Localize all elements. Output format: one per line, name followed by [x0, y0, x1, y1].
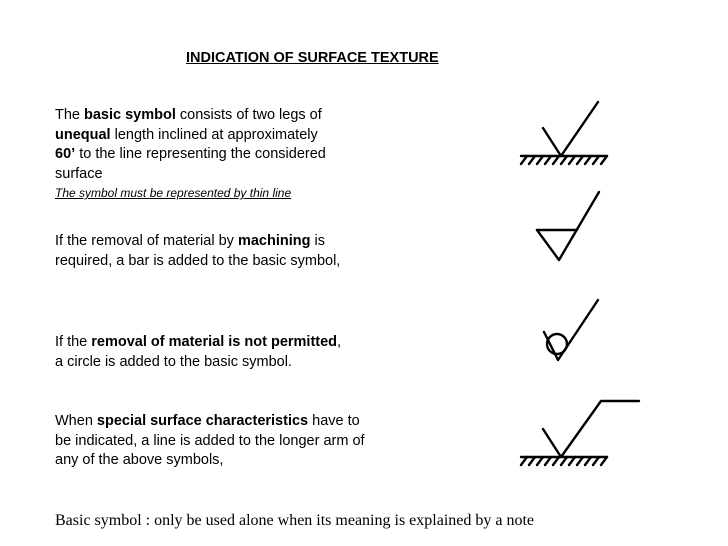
bold-text: basic symbol: [84, 107, 176, 123]
bold-text: unequal: [55, 126, 111, 143]
text: If the removal of material by: [55, 233, 238, 249]
text: a circle is added to the basic symbol.: [55, 353, 292, 370]
basic-symbol-description: [55, 106, 326, 204]
text: If the: [55, 334, 92, 350]
text: length inclined at approximately: [110, 126, 318, 143]
text: The: [55, 107, 85, 123]
bold-text: machining: [237, 233, 311, 249]
text: surface: [55, 165, 103, 182]
text: required, a bar is added to the basic symbol,: [55, 252, 341, 269]
text: When: [55, 413, 97, 429]
text: any of the above symbols,: [55, 452, 224, 468]
no-removal-symbol-icon: [530, 296, 620, 376]
text: is: [310, 233, 325, 249]
footer-note: Basic symbol : only be used alone when its meaning is explained by a note: [55, 512, 535, 529]
text: to the line representing the considered: [75, 146, 326, 162]
basic-symbol-icon: [515, 98, 625, 178]
text: consists of two legs of: [175, 107, 322, 123]
text: ,: [337, 334, 342, 350]
thin-line-note: The symbol must be represented by thin line: [55, 186, 292, 200]
machining-symbol-icon: [525, 188, 625, 268]
no-removal-description: [55, 333, 341, 372]
special-characteristics-symbol-icon: [515, 395, 645, 475]
machining-description: [55, 232, 340, 271]
bold-text: 60’: [55, 146, 76, 162]
text: be indicated, a line is added to the longer arm of: [55, 432, 365, 449]
special-characteristics-description: [55, 412, 365, 471]
page-title: INDICATION OF SURFACE TEXTURE: [186, 50, 439, 66]
bold-text: removal of material is not permitted: [91, 334, 338, 350]
text: have to: [308, 413, 360, 429]
bold-text: special surface characteristics: [96, 413, 309, 429]
